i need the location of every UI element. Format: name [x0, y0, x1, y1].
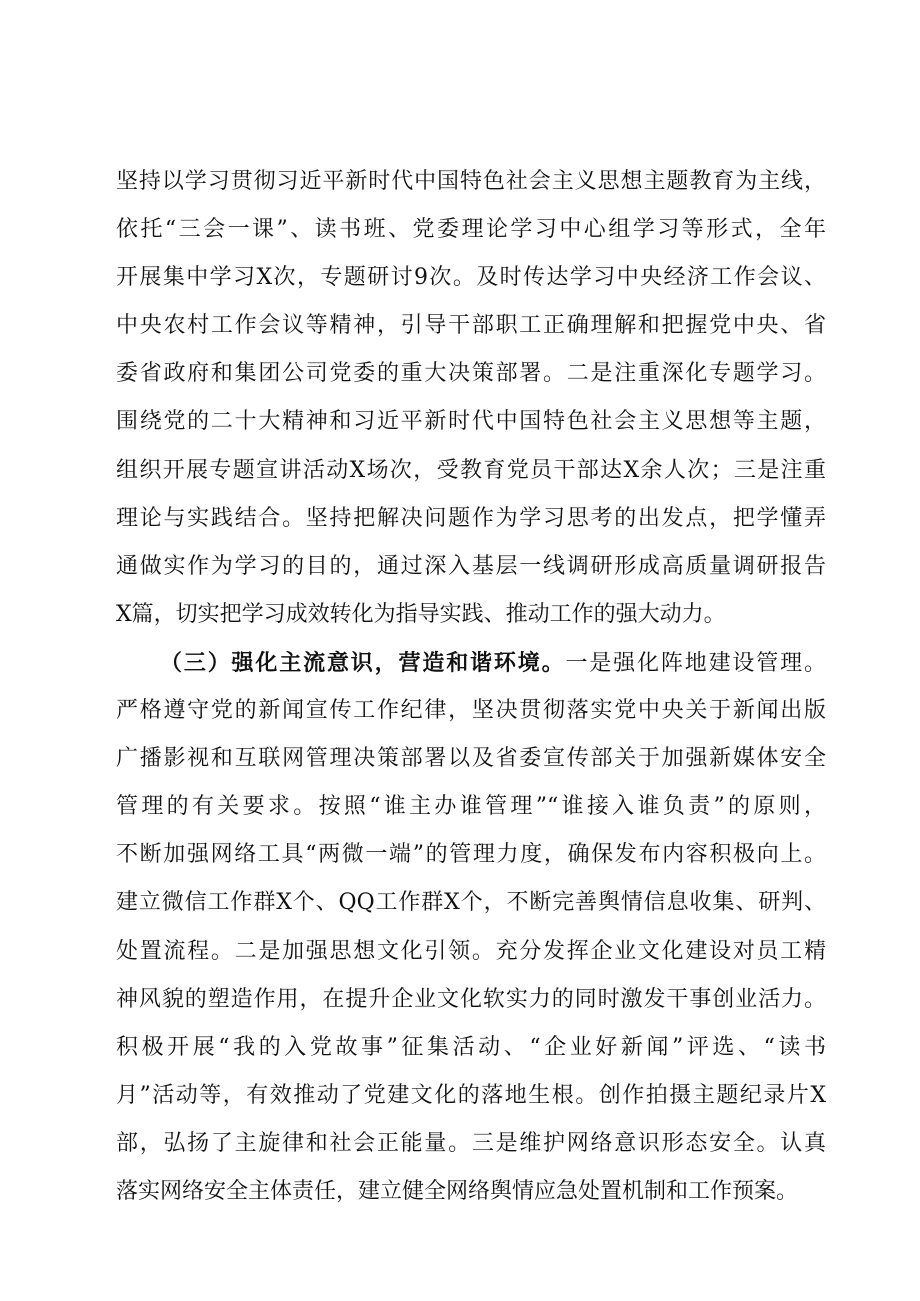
text-line: 中央农村工作会议等精神，引导干部职工正确理解和把握党中央、省 — [116, 313, 826, 339]
text-line: X篇，切实把学习成效转化为指导实践、推动工作的强大动力。 — [116, 601, 726, 627]
text-line: 委省政府和集团公司党委的重大决策部署。二是注重深化专题学习。 — [116, 361, 826, 387]
body-text — [116, 158, 826, 1216]
text-line: 落实网络安全主体责任，建立健全网络舆情应急处置机制和工作预案。 — [116, 1178, 799, 1204]
text-line: 不断加强网络工具“两微一端”的管理力度，确保发布内容积极向上。 — [116, 842, 826, 868]
section-heading-line — [116, 639, 826, 687]
text-line: 广播影视和互联网管理决策部署以及省委宣传部关于加强新媒体安全 — [116, 746, 826, 772]
text-line: 管理的有关要求。按照“谁主办谁管理”“谁接入谁负责”的原则， — [116, 794, 826, 820]
text-line: 月”活动等，有效推动了党建文化的落地生根。创作拍摄主题纪录片X — [116, 1082, 826, 1108]
text-line: 处置流程。二是加强思想文化引领。充分发挥企业文化建设对员工精 — [116, 938, 826, 964]
text-line: 严格遵守党的新闻宣传工作纪律，坚决贯彻落实党中央关于新闻出版 — [116, 698, 826, 724]
text-line: 部，弘扬了主旋律和社会正能量。三是维护网络意识形态安全。认真 — [116, 1130, 826, 1156]
text-line: 组织开展专题宣讲活动X场次，受教育党员干部达X余人次；三是注重 — [116, 457, 826, 483]
text-line: 坚持以学习贯彻习近平新时代中国特色社会主义思想主题教育为主线， — [116, 169, 826, 194]
text-line: 神风貌的塑造作用，在提升企业文化软实力的同时激发干事创业活力。 — [116, 986, 826, 1012]
section-heading: （三）强化主流意识，营造和谐环境。 — [160, 649, 566, 676]
text-line: 开展集中学习X次，专题研讨9次。及时传达学习中央经济工作会议、 — [116, 265, 826, 291]
text-line: 建立微信工作群X个、QQ工作群X个，不断完善舆情信息收集、研判、 — [116, 890, 826, 916]
text-line: 理论与实践结合。坚持把解决问题作为学习思考的出发点，把学懂弄 — [116, 505, 826, 531]
text-line: 通做实作为学习的目的，通过深入基层一线调研形成高质量调研报告 — [116, 553, 826, 579]
text-line: 围绕党的二十大精神和习近平新时代中国特色社会主义思想等主题， — [116, 409, 826, 435]
text-line: 依托“三会一课”、读书班、党委理论学习中心组学习等形式，全年 — [116, 217, 826, 243]
text-line: 积极开展“我的入党故事”征集活动、“企业好新闻”评选、“读书 — [116, 1034, 826, 1060]
section-heading-rest: 一是强化阵地建设管理。 — [565, 650, 826, 676]
